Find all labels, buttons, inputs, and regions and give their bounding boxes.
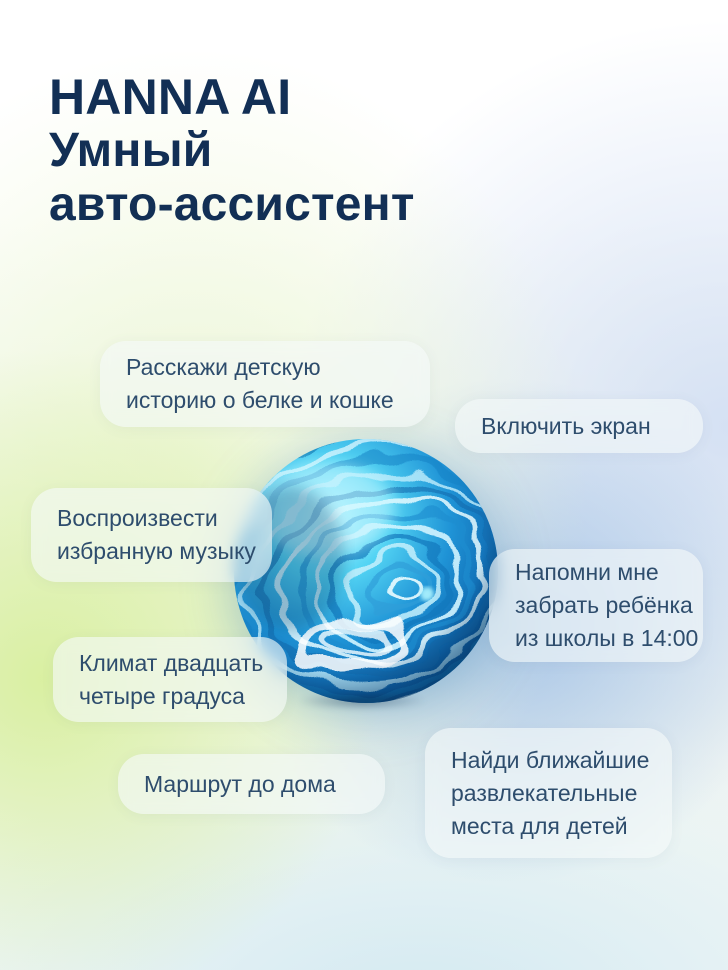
bubble-text-line: Расскажи детскую	[126, 354, 321, 380]
voice-command-bubble-reminder	[489, 549, 703, 662]
bubble-text-line: Воспроизвести	[57, 505, 218, 531]
voice-command-bubble-climate	[53, 637, 287, 722]
subtitle-line-1: Умный	[49, 124, 213, 177]
voice-command-bubble-route	[118, 754, 385, 814]
bubble-text-line: Напомни мне	[515, 559, 659, 585]
bubble-text-line: четыре градуса	[79, 682, 245, 709]
bubble-text-line: Включить экран	[481, 412, 651, 439]
bubble-text-line: развлекательные	[451, 779, 638, 806]
bubble-text-line: Климат двадцать	[79, 649, 264, 676]
voice-command-bubble-screen	[455, 399, 703, 453]
brand-title: HANNA AI	[49, 69, 292, 125]
bubble-text-line: места для детей	[451, 812, 628, 839]
orb-ground-shadow	[272, 688, 452, 714]
voice-command-bubble-story	[100, 341, 430, 427]
subtitle-line-2: авто-ассистент	[49, 178, 415, 231]
bubble-text-line: забрать ребёнка	[515, 592, 693, 618]
bubble-text-line: историю о белке и кошке	[126, 387, 394, 413]
voice-command-bubble-music	[31, 488, 272, 582]
page-title	[49, 70, 415, 232]
bubble-text-line: Маршрут до дома	[144, 770, 336, 797]
voice-command-bubble-places	[425, 728, 672, 858]
bubble-text-line: из школы в 14:00	[515, 625, 699, 651]
bubble-text-line: Найди ближайшие	[451, 746, 650, 773]
bubble-text-line: избранную музыку	[57, 538, 256, 564]
